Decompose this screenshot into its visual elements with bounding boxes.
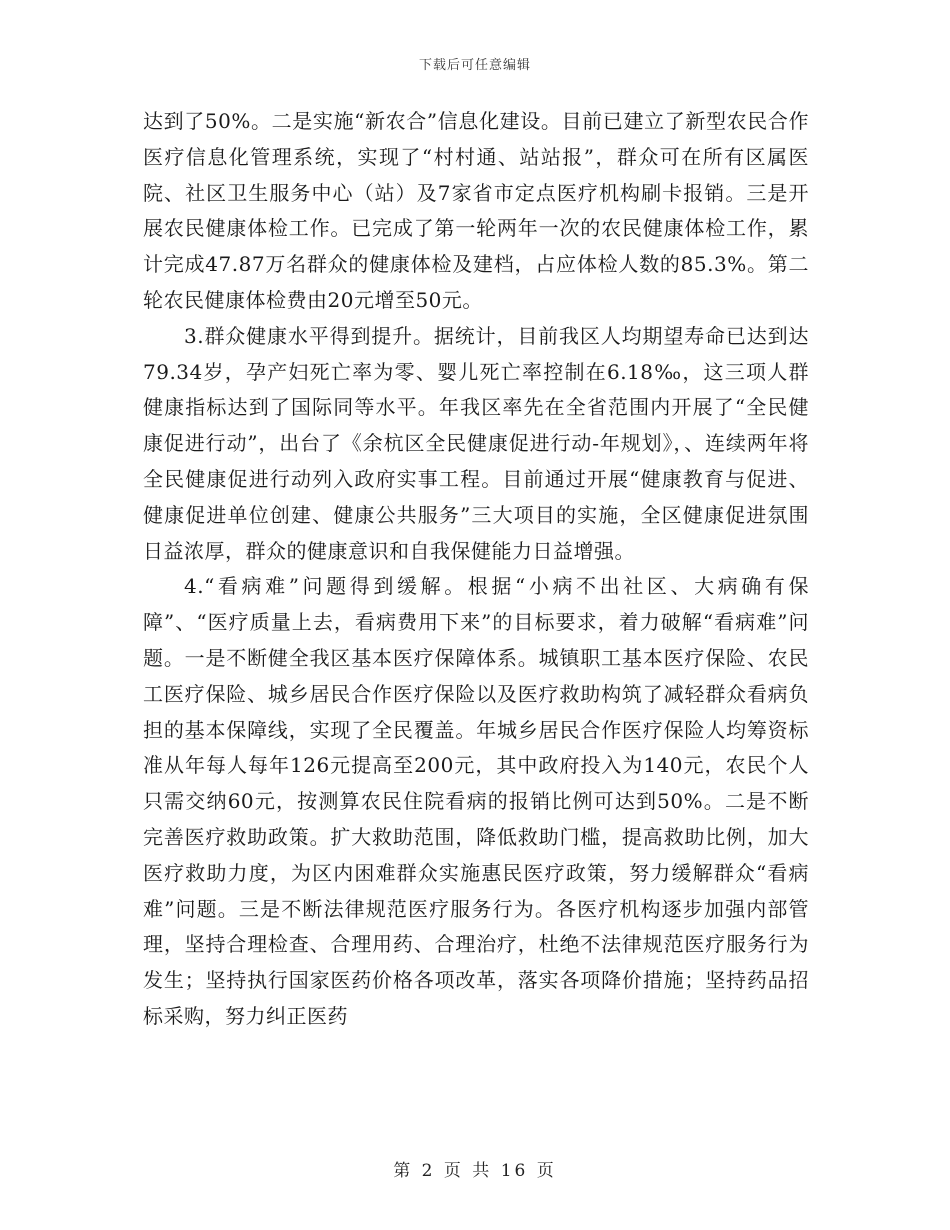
body-paragraph-1: 达到了50%。二是实施“新农合”信息化建设。目前已建立了新型农民合作医疗信息化管理系统，实现了“村村通、站站报”，群众可在所有区属医院、社区卫生服务中心（站）及7家省市定点医疗机构刷卡报销。三是开展农民健康体检工作。已完成了第一轮两年一次的农民健康体检工作，累计完成47.87万名群众的健康体检及建档，占应体检人数的85.3%。第二轮农民健康体检费由20元增至50元。 [143,109,809,312]
document-body [143,104,809,1035]
body-paragraph-2: 3.群众健康水平得到提升。据统计，目前我区人均期望寿命已达到达79.34岁，孕产妇死亡率为零、婴儿死亡率控制在6.18‰，这三项人群健康指标达到了国际同等水平。年我区率先在全省范围内开展了“全民健康促进行动”，出台了《余杭区全民健康促进行动-年规划》，、连续两年将全民健康促进行动列入政府实事工程。目前通过开展“健康教育与促进、健康促进单位创建、健康公共服务”三大项目的实施，全区健康促进氛围日益浓厚，群众的健康意识和自我保健能力日益增强。 [143,323,809,563]
body-paragraph-3: 4.“看病难”问题得到缓解。根据“小病不出社区、大病确有保障”、“医疗质量上去，看病费用下来”的目标要求，着力破解“看病难”问题。一是不断健全我区基本医疗保障体系。城镇职工基本医疗保险、农民工医疗保险、城乡居民合作医疗保险以及医疗救助构筑了减轻群众看病负担的基本保障线，实现了全民覆盖。年城乡居民合作医疗保险人均筹资标准从年每人每年126元提高至200元，其中政府投入为140元，农民个人只需交纳60元，按测算农民住院看病的报销比例可达到50%。二是不断完善医疗救助政策。扩大救助范围，降低救助门槛，提高救助比例，加大医疗救助力度，为区内困难群众实施惠民医疗政策，努力缓解群众“看病难”问题。三是不断法律规范医疗服务行为。各医疗机构逐步加强内部管理，坚持合理检查、合理用药、合理治疗，杜绝不法律规范医疗服务行为发生；坚持执行国家医药价格各项改革，落实各项降价措施；坚持药品招标采购，努力纠正医药 [143,574,809,1028]
page-header-note: 下载后可任意编辑 [418,58,531,73]
page-number-footer: 第 2 页 共 16 页 [393,1161,557,1181]
